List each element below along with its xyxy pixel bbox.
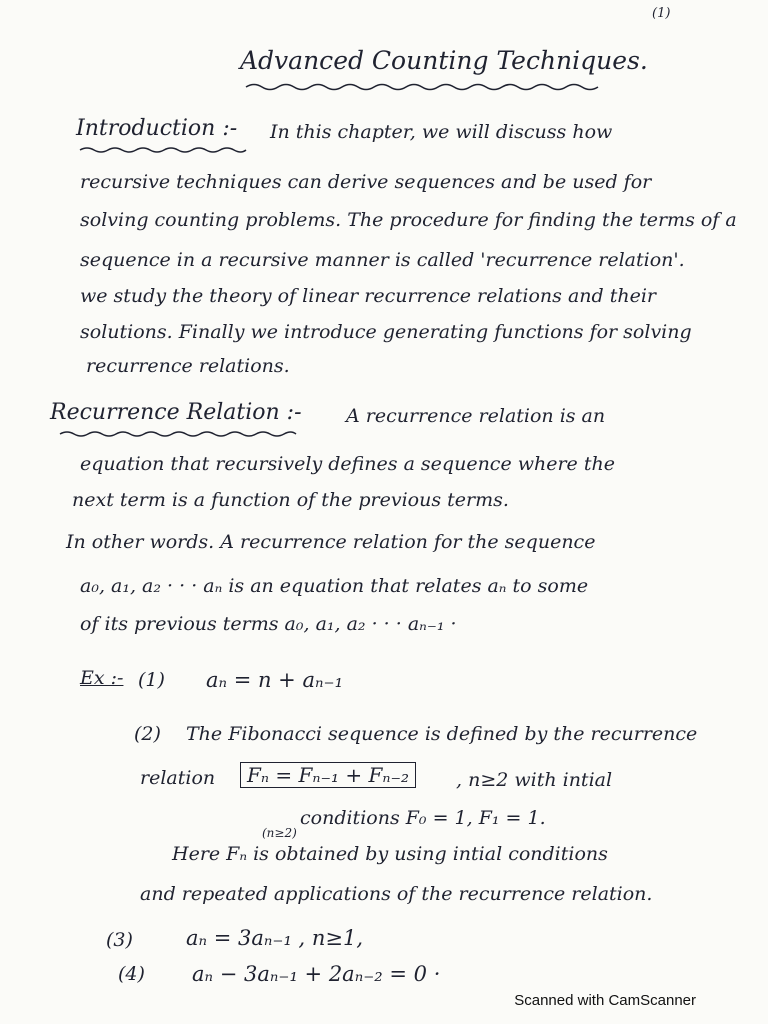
recurrence-line-5: a₀, a₁, a₂ · · · aₙ is an equation that relates aₙ to some (80, 575, 589, 597)
fibonacci-boxed-equation (240, 762, 416, 788)
examples-label: Ex :- (80, 667, 124, 689)
recurrence-heading-underline (58, 428, 298, 440)
example-3-equation: aₙ = 3aₙ₋₁ , n≥1, (186, 926, 364, 950)
example-2-number: (2) (134, 723, 161, 745)
page-number: (1) (652, 6, 671, 21)
example-4-number: (4) (118, 963, 145, 985)
intro-line-1: In this chapter, we will discuss how (270, 121, 613, 143)
recurrence-line-2: equation that recursively defines a sequence where the (80, 453, 615, 475)
intro-heading-underline (78, 144, 248, 156)
example-1-equation: aₙ = n + aₙ₋₁ (206, 668, 343, 692)
recurrence-line-3: next term is a function of the previous terms. (72, 489, 509, 511)
intro-line-5: we study the theory of linear recurrence relations and their (80, 285, 656, 307)
intro-heading: Introduction :- (76, 116, 238, 141)
scanner-watermark: Scanned with CamScanner (514, 992, 696, 1009)
intro-line-6: solutions. Finally we introduce generating functions for solving (80, 321, 692, 343)
example-2-note: (n≥2) (262, 826, 297, 840)
example-2-line-5: and repeated applications of the recurrence relation. (140, 883, 653, 905)
example-2-line-3: conditions F₀ = 1, F₁ = 1. (300, 807, 546, 829)
intro-line-4: sequence in a recursive manner is called 'recurrence relation'. (80, 249, 685, 271)
fibonacci-equation-box: Fₙ = Fₙ₋₁ + Fₙ₋₂ (240, 762, 416, 788)
title-underline (244, 80, 604, 94)
recurrence-line-1: A recurrence relation is an (346, 405, 606, 427)
example-2-line-4: Here Fₙ is obtained by using intial conditions (172, 843, 608, 865)
page-title: Advanced Counting Techniques. (240, 46, 648, 75)
recurrence-line-4: In other words. A recurrence relation for the sequence (66, 531, 596, 553)
intro-line-7: recurrence relations. (86, 355, 290, 377)
recurrence-line-6: of its previous terms a₀, a₁, a₂ · · · aₙ₋₁ · (80, 613, 457, 635)
recurrence-heading: Recurrence Relation :- (50, 400, 302, 425)
intro-line-3: solving counting problems. The procedure for finding the terms of a (80, 209, 737, 231)
example-4-equation: aₙ − 3aₙ₋₁ + 2aₙ₋₂ = 0 · (192, 962, 441, 986)
example-3-number: (3) (106, 929, 133, 951)
intro-line-2: recursive techniques can derive sequences and be used for (80, 171, 652, 193)
example-1-number: (1) (138, 669, 165, 691)
example-2-line-1: The Fibonacci sequence is defined by the recurrence (186, 723, 698, 745)
example-2-relation-word: relation (140, 767, 216, 789)
example-2-condition: , n≥2 with intial (456, 769, 613, 791)
